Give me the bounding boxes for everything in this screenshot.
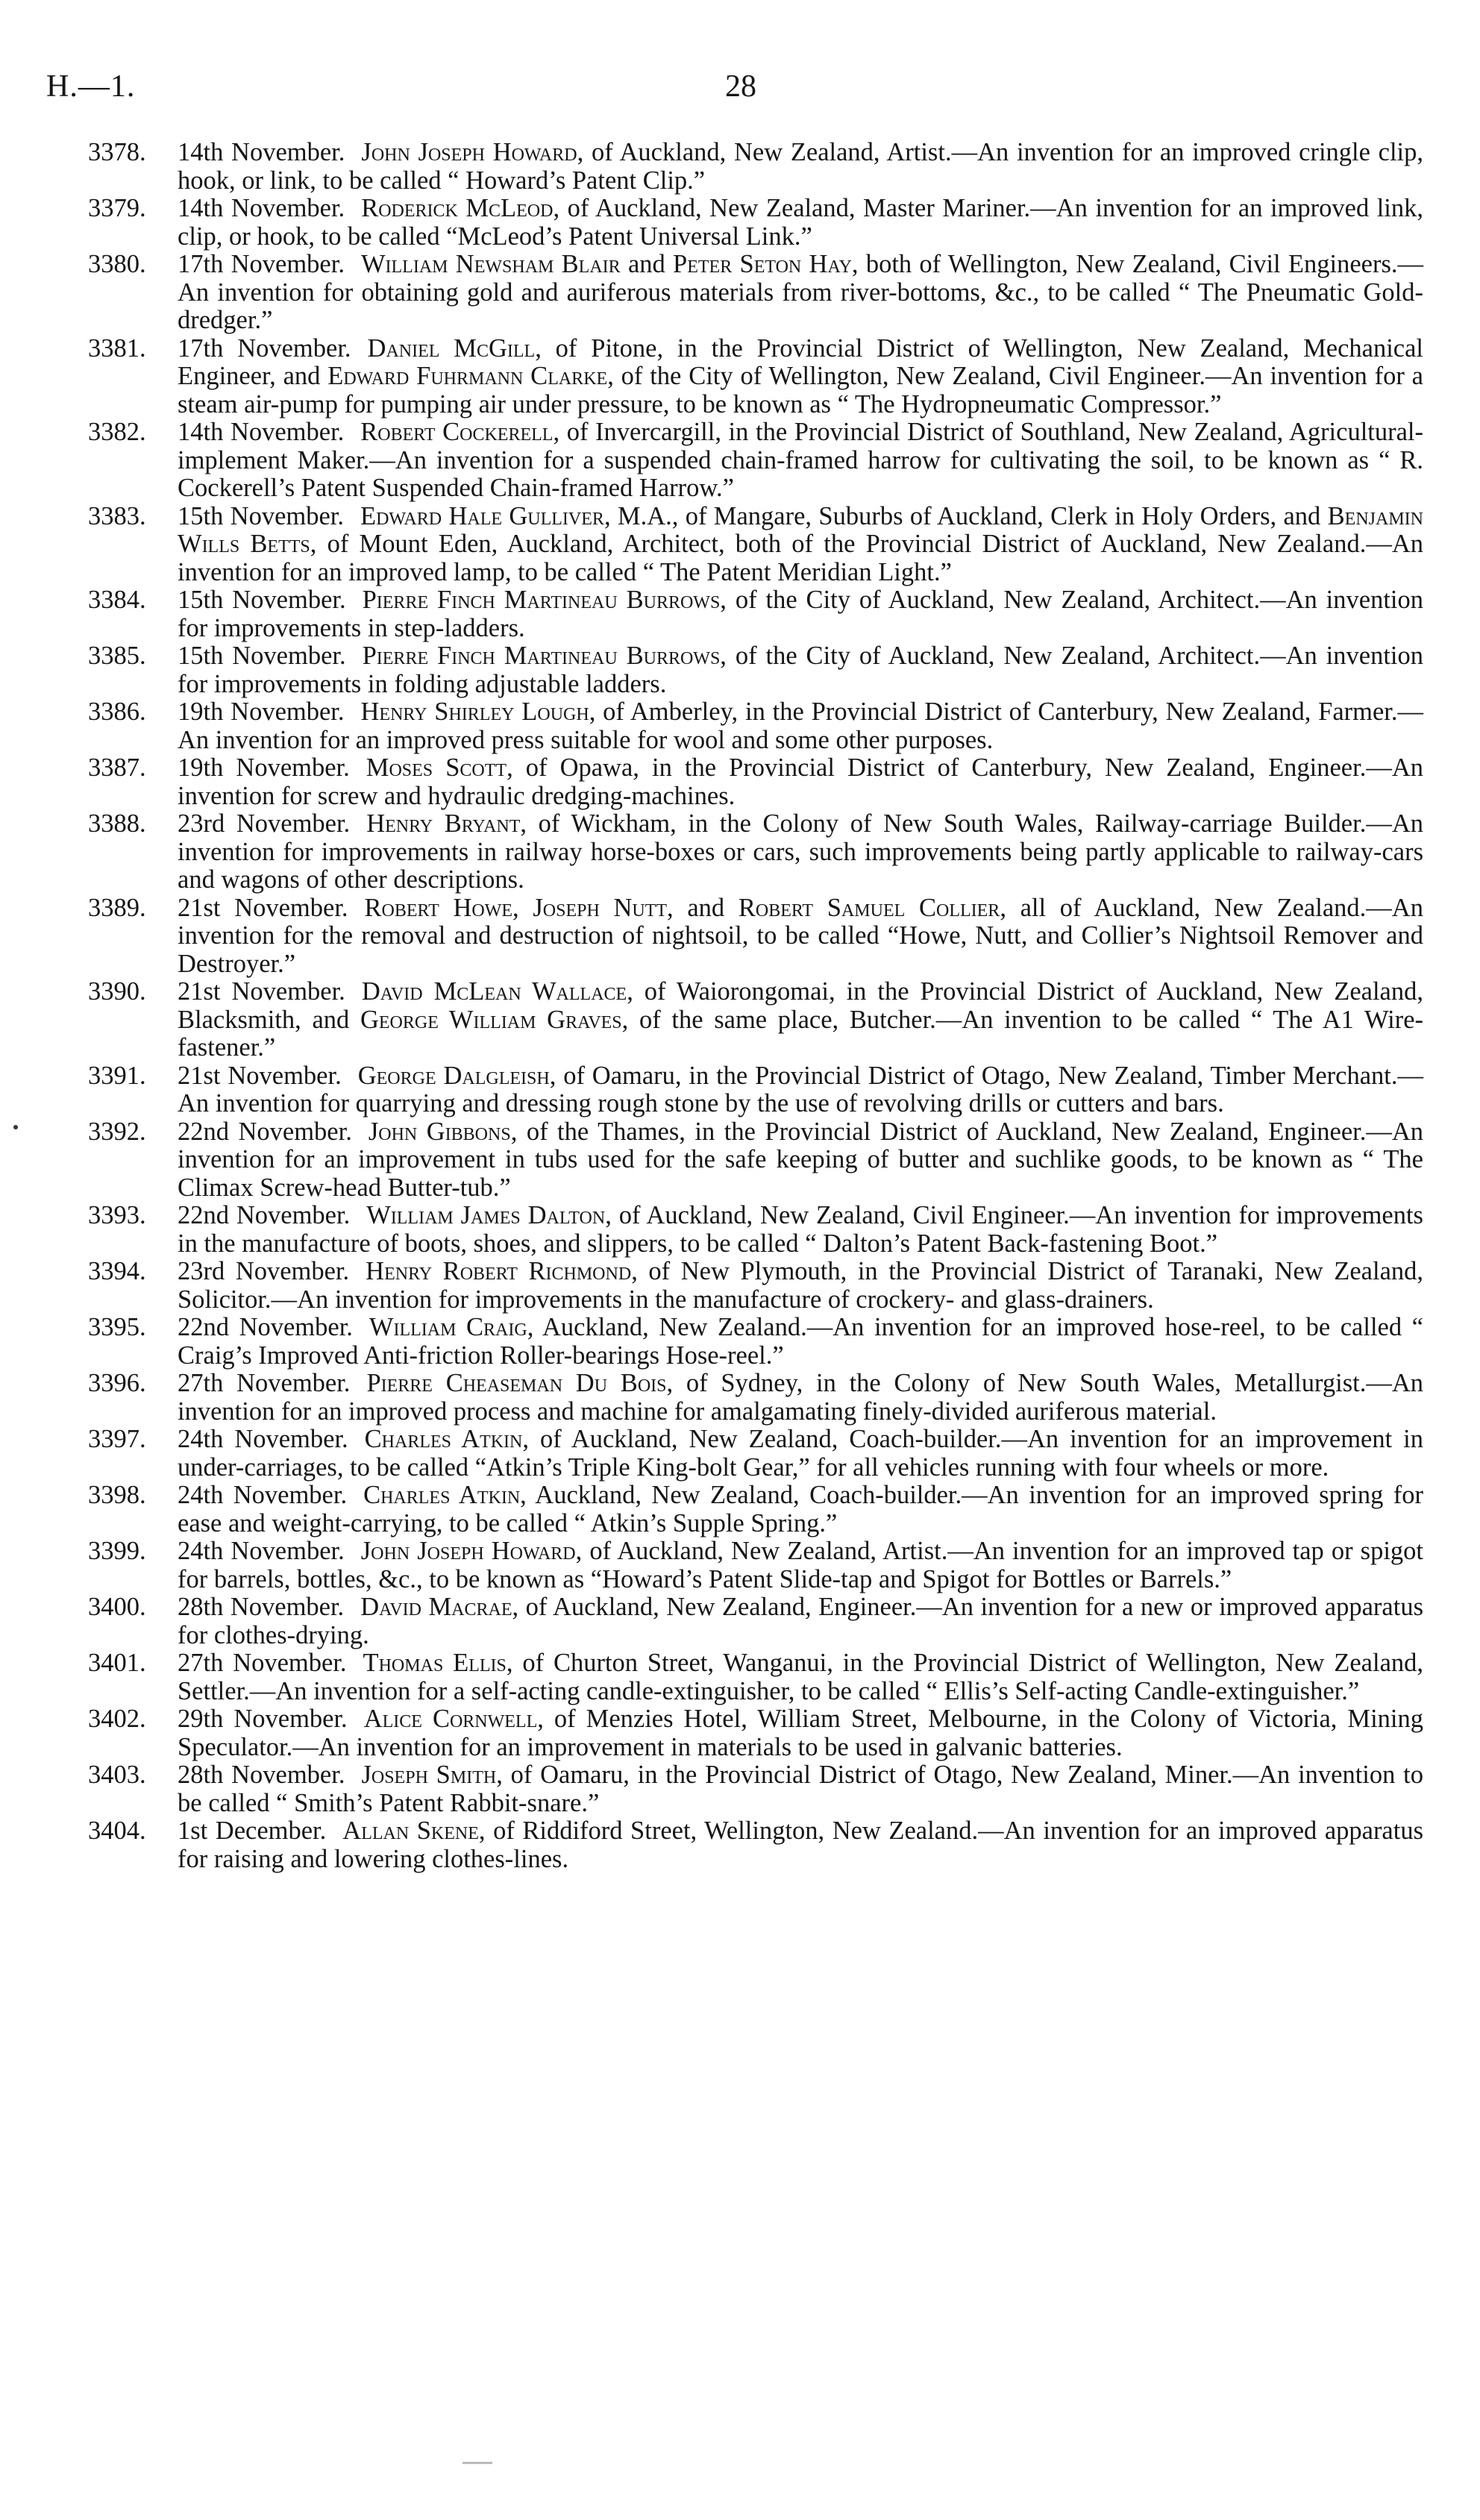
entry-date: 28th November.: [178, 1593, 345, 1621]
entry-number: 3402.: [88, 1705, 146, 1733]
entry-text: , and: [667, 893, 739, 922]
applicant-name: John Gibbons: [368, 1117, 511, 1146]
applicant-name: William Craig: [369, 1313, 527, 1341]
patent-entry: [88, 642, 1423, 698]
applicant-name: Daniel McGill: [367, 333, 536, 363]
entry-text: , of Amberley, in the Provincial District of Canterbury, New Zealand, Farmer.—An invention for an improved press suitable for wool and some other purposes.: [178, 698, 1423, 754]
entry-number: 3397.: [88, 1425, 146, 1453]
entry-date: 19th November.: [178, 698, 345, 726]
entry-date: 24th November.: [178, 1537, 345, 1565]
entry-number: 3390.: [88, 977, 146, 1006]
entry-text: , of Oamaru, in the Provincial District of Otago, New Zealand, Timber Merchant.—An invention for quarrying and dressing rough stone by the use of revolving drills or cutters and bars.: [178, 1061, 1423, 1118]
entry-number: 3404.: [88, 1817, 146, 1845]
entry-number: 3386.: [88, 698, 146, 726]
patent-entry: [88, 419, 1423, 503]
entry-text: ,: [512, 893, 533, 922]
patent-entry: [88, 698, 1423, 754]
entry-date: 29th November.: [178, 1705, 348, 1733]
applicant-name: Pierre Cheaseman Du Bois: [366, 1369, 667, 1397]
patent-entries-list: [88, 139, 1423, 1873]
patent-entry: [88, 1314, 1423, 1370]
entry-date: 21st November.: [178, 893, 348, 922]
entry-date: 14th November.: [178, 418, 345, 446]
applicant-name: Robert Howe: [364, 893, 513, 922]
applicant-name: George Dalgleish: [357, 1061, 550, 1090]
entry-text: , Auckland, New Zealand.—An invention for an improved hose-reel, to be called “ Craig’s Improved Anti-friction Roller-bearings Hose-reel.”: [178, 1313, 1423, 1370]
entry-number: 3387.: [88, 753, 146, 782]
entry-text: , all of Auckland, New Zealand.—An invention for the removal and destruction of nightsoil, to be called “Howe, Nutt, and Collier’s Nightsoil Remover and Destroyer.”: [178, 893, 1423, 978]
entry-number: 3384.: [88, 586, 146, 614]
patent-entry: [88, 1705, 1423, 1761]
applicant-name: Robert Samuel Collier: [738, 893, 1000, 922]
applicant-name: Thomas Ellis: [363, 1649, 507, 1677]
patent-entry: [88, 139, 1423, 195]
entry-date: 27th November.: [178, 1369, 351, 1397]
applicant-name: Henry Shirley Lough: [360, 698, 589, 726]
entry-date: 23rd November.: [178, 809, 351, 838]
entry-number: 3385.: [88, 642, 146, 670]
entry-text: , of the City of Auckland, New Zealand, Architect.—An invention for improvements in step-ladders.: [178, 586, 1423, 642]
patent-entry: [88, 978, 1423, 1062]
entry-text: , both of Wellington, New Zealand, Civil Engineers.—An invention for obtaining gold and auriferous materials from river-bottoms, &c., to be called “ The Pneumatic Gold-dredger.”: [178, 250, 1423, 334]
patent-entry: [88, 1426, 1423, 1482]
entry-number: 3395.: [88, 1313, 146, 1341]
applicant-name: Benjamin Wills Betts: [178, 501, 1424, 558]
print-smudge: [462, 2462, 492, 2464]
applicant-name: George William Graves: [360, 1005, 622, 1034]
entry-date: 28th November.: [178, 1761, 345, 1789]
patent-entry: [88, 251, 1423, 335]
entry-number: 3393.: [88, 1201, 146, 1229]
entry-text: , of the City of Wellington, New Zealand, Civil Engineer.—An invention for a steam air-pump for pumping air under pressure, to be known as “ The Hydropneumatic Compressor.”: [178, 362, 1423, 419]
patent-entry: [88, 810, 1423, 894]
applicant-name: John Joseph Howard: [361, 138, 577, 166]
patent-entry: [88, 1202, 1423, 1258]
applicant-name: Charles Atkin: [364, 1425, 523, 1453]
patent-entry: [88, 586, 1423, 642]
entry-text: , of Invercargill, in the Provincial District of Southland, New Zealand, Agricultural-implement Maker.—An invention for a suspended chain-framed harrow for cultivating the soil, to be known as “ R. Cockerell’s Patent Suspended Chain-framed Harrow.”: [178, 418, 1423, 502]
entry-text: , of New Plymouth, in the Provincial District of Taranaki, New Zealand, Solicitor.—An invention for improvements in the manufacture of crockery- and glass-drainers.: [178, 1257, 1424, 1314]
entry-date: 17th November.: [178, 250, 345, 278]
page-number: 28: [725, 69, 756, 104]
entry-number: 3383.: [88, 501, 146, 530]
entry-text: , of Mount Eden, Auckland, Architect, both of the Provincial District of Auckland, New Zealand.—An invention for an improved lamp, to be called “ The Patent Meridian Light.”: [178, 530, 1423, 586]
applicant-name: Roderick McLeod: [361, 194, 554, 222]
entry-text: , of Auckland, New Zealand, Artist.—An invention for an improved cringle clip, hook, or link, to be called “ Howard’s Patent Clip.”: [178, 138, 1423, 195]
patent-entry: [88, 1118, 1423, 1203]
entry-date: 1st December.: [178, 1817, 327, 1845]
entry-text: , of Wickham, in the Colony of New South Wales, Railway-carriage Builder.—An invention for improvements in railway horse-boxes or cars, such improvements being partly applicable to railway-cars and wagons of other descriptions.: [178, 809, 1423, 894]
entry-number: 3398.: [88, 1481, 146, 1509]
patent-entry: [88, 1649, 1423, 1705]
entry-date: 21st November.: [178, 1061, 342, 1090]
patent-entry: [88, 1370, 1423, 1426]
entry-text: , Auckland, New Zealand, Coach-builder.—An invention for an improved spring for ease and weight-carrying, to be called “ Atkin’s Supple Spring.”: [178, 1481, 1423, 1538]
entry-text: , of Menzies Hotel, William Street, Melbourne, in the Colony of Victoria, Mining Speculator.—An invention for an improvement in materials to be used in galvanic batteries.: [178, 1705, 1423, 1761]
entry-date: 24th November.: [178, 1425, 348, 1453]
applicant-name: Joseph Smith: [361, 1761, 497, 1789]
entry-number: 3378.: [88, 138, 146, 166]
applicant-name: John Joseph Howard: [360, 1537, 576, 1565]
patent-entry: [88, 1062, 1423, 1118]
entry-date: 23rd November.: [178, 1257, 350, 1285]
applicant-name: Allan Skene: [342, 1817, 479, 1845]
applicant-name: Charles Atkin: [363, 1481, 521, 1509]
entry-date: 21st November.: [178, 977, 345, 1006]
print-speck: [13, 1125, 18, 1129]
entry-number: 3381.: [88, 333, 146, 363]
entry-text: , of Waiorongomai, in the Provincial District of Auckland, New Zealand, Blacksmith, and: [178, 977, 1423, 1034]
entry-date: 15th November.: [178, 642, 346, 670]
patent-entry: [88, 1482, 1423, 1538]
entry-number: 3382.: [88, 418, 146, 446]
applicant-name: Edward Hale Gulliver: [360, 501, 604, 530]
entry-number: 3400.: [88, 1593, 146, 1621]
entry-text: , of Churton Street, Wanganui, in the Provincial District of Wellington, New Zealand, Settler.—An invention for a self-acting candle-extinguisher, to be called “ Ellis’s Self-acting Candle-extinguisher.”: [178, 1649, 1424, 1705]
applicant-name: Henry Robert Richmond: [366, 1257, 632, 1285]
entry-number: 3394.: [88, 1257, 146, 1285]
patent-entry: [88, 1538, 1423, 1593]
applicant-name: Peter Seton Hay: [673, 250, 852, 278]
entry-text: , of Auckland, New Zealand, Coach-builder.—An invention for an improvement in under-carriages, to be called “Atkin’s Triple King-bolt Gear,” for all vehicles running with four wheels or more.: [178, 1425, 1424, 1482]
patent-entry: [88, 503, 1423, 587]
applicant-name: David Macrae: [360, 1593, 512, 1621]
applicant-name: William James Dalton: [366, 1201, 606, 1229]
patent-entry: [88, 195, 1423, 251]
patent-entry: [88, 335, 1423, 419]
page-header: [46, 69, 1432, 113]
entry-number: 3403.: [88, 1761, 146, 1789]
entry-text: , of the City of Auckland, New Zealand, Architect.—An invention for improvements in folding adjustable ladders.: [178, 642, 1423, 698]
entry-text: , of the same place, Butcher.—An invention to be called “ The A1 Wire-fastener.”: [178, 1005, 1423, 1062]
patent-entry: [88, 754, 1423, 810]
applicant-name: Robert Cockerell: [360, 418, 554, 446]
document-reference: H.—1.: [46, 69, 136, 104]
entry-text: , of the Thames, in the Provincial District of Auckland, New Zealand, Engineer.—An invention for an improvement in tubs used for the safe keeping of butter and suchlike goods, to be known as “ The Climax Screw-head Butter-tub.”: [178, 1117, 1424, 1202]
entry-number: 3396.: [88, 1369, 146, 1397]
entry-text: , of Opawa, in the Provincial District of Canterbury, New Zealand, Engineer.—An invention for screw and hydraulic dredging-machines.: [178, 753, 1423, 810]
patent-entry: [88, 1817, 1423, 1873]
applicant-name: Henry Bryant: [366, 809, 521, 838]
entry-date: 22nd November.: [178, 1117, 352, 1146]
entry-number: 3389.: [88, 893, 146, 922]
entry-text: , M.A., of Mangare, Suburbs of Auckland, Clerk in Holy Orders, and: [603, 501, 1328, 530]
entry-date: 27th November.: [178, 1649, 347, 1677]
entry-text: , of Auckland, New Zealand, Artist.—An invention for an improved tap or spigot for barrels, bottles, &c., to be known as “Howard’s Patent Slide-tap and Spigot for Bottles or Barrels.”: [178, 1537, 1423, 1593]
entry-date: 14th November.: [178, 138, 345, 166]
applicant-name: Alice Cornwell: [363, 1705, 538, 1733]
entry-date: 22nd November.: [178, 1201, 351, 1229]
applicant-name: Joseph Nutt: [533, 893, 668, 922]
patent-entry: [88, 894, 1423, 979]
entry-text: , of Pitone, in the Provincial District of Wellington, New Zealand, Mechanical Engineer, and: [178, 333, 1424, 390]
applicant-name: Pierre Finch Martineau Burrows: [362, 586, 721, 614]
entry-date: 14th November.: [178, 194, 345, 222]
entry-text: , of Sydney, in the Colony of New South Wales, Metallurgist.—An invention for an improved process and machine for amalgamating finely-divided auriferous material.: [178, 1369, 1424, 1426]
patent-entry: [88, 1258, 1423, 1314]
entry-text: , of Oamaru, in the Provincial District of Otago, New Zealand, Miner.—An invention to be called “ Smith’s Patent Rabbit-snare.”: [178, 1761, 1423, 1817]
entry-text: and: [620, 250, 674, 278]
entry-text: , of Auckland, New Zealand, Engineer.—An invention for a new or improved apparatus for clothes-drying.: [178, 1593, 1423, 1649]
entry-number: 3399.: [88, 1537, 146, 1565]
patent-entry: [88, 1593, 1423, 1649]
entry-number: 3392.: [88, 1117, 146, 1146]
applicant-name: Edward Fuhrmann Clarke: [327, 362, 608, 390]
entry-date: 24th November.: [178, 1481, 348, 1509]
applicant-name: Pierre Finch Martineau Burrows: [362, 642, 721, 670]
entry-number: 3388.: [88, 809, 146, 838]
entry-date: 15th November.: [178, 586, 346, 614]
entry-text: , of Auckland, New Zealand, Master Mariner.—An invention for an improved link, clip, or hook, to be called “McLeod’s Patent Universal Link.”: [178, 194, 1423, 251]
applicant-name: Moses Scott: [366, 753, 507, 782]
patent-entry: [88, 1761, 1423, 1817]
applicant-name: David McLean Wallace: [361, 977, 627, 1006]
entry-number: 3379.: [88, 194, 146, 222]
entry-date: 22nd November.: [178, 1313, 353, 1341]
entry-number: 3401.: [88, 1649, 146, 1677]
entry-date: 19th November.: [178, 753, 350, 782]
entry-text: , of Auckland, New Zealand, Civil Engineer.—An invention for improvements in the manufacture of boots, shoes, and slippers, to be called “ Dalton’s Patent Back-fastening Boot.”: [178, 1201, 1423, 1258]
entry-date: 15th November.: [178, 501, 345, 530]
entry-date: 17th November.: [178, 333, 351, 363]
entry-text: , of Riddiford Street, Wellington, New Zealand.—An invention for an improved apparatus for raising and lowering clothes-lines.: [178, 1817, 1424, 1873]
entry-number: 3391.: [88, 1061, 146, 1090]
entry-number: 3380.: [88, 250, 146, 278]
applicant-name: William Newsham Blair: [360, 250, 621, 278]
